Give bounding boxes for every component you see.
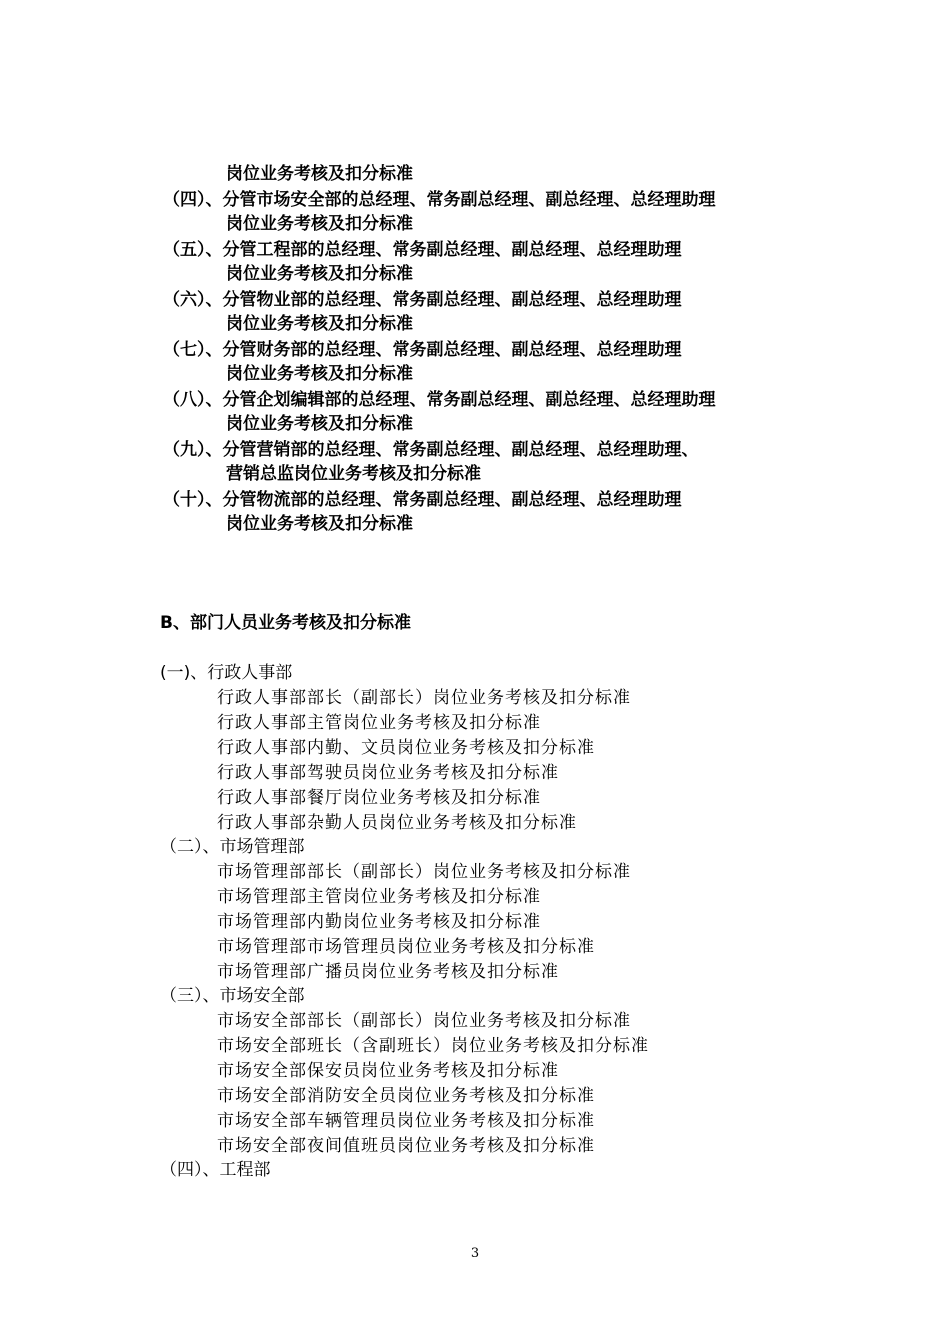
- list-item: 市场管理部市场管理员岗位业务考核及扣分标准: [217, 937, 595, 957]
- section-label: (一)、行政人事部: [160, 663, 293, 683]
- part-a-item-continuation: 营销总监岗位业务考核及扣分标准: [226, 464, 481, 484]
- part-b-title: B、部门人员业务考核及扣分标准: [160, 613, 411, 633]
- part-a-item-label: （十）、分管物流部的总经理、常务副总经理、副总经理、总经理助理: [163, 490, 682, 510]
- list-item: 市场安全部部长（副部长）岗位业务考核及扣分标准: [217, 1011, 631, 1031]
- section-label: （三）、市场安全部: [160, 986, 305, 1006]
- page-number: 3: [470, 1246, 480, 1261]
- part-a-item-continuation: 岗位业务考核及扣分标准: [226, 314, 413, 334]
- list-item: 市场管理部广播员岗位业务考核及扣分标准: [217, 962, 559, 982]
- list-item: 市场管理部主管岗位业务考核及扣分标准: [217, 887, 541, 907]
- list-item: 行政人事部驾驶员岗位业务考核及扣分标准: [217, 763, 559, 783]
- list-item: 市场管理部内勤岗位业务考核及扣分标准: [217, 912, 541, 932]
- part-a-item-label: （七）、分管财务部的总经理、常务副总经理、副总经理、总经理助理: [163, 340, 682, 360]
- part-a-item-label: （八）、分管企划编辑部的总经理、常务副总经理、副总经理、总经理助理: [163, 390, 716, 410]
- part-a-item-continuation: 岗位业务考核及扣分标准: [226, 414, 413, 434]
- part-a-item-continuation: 岗位业务考核及扣分标准: [226, 514, 413, 534]
- section-label: （二）、市场管理部: [160, 837, 305, 857]
- list-item: 市场安全部车辆管理员岗位业务考核及扣分标准: [217, 1111, 595, 1131]
- part-a-item-continuation: 岗位业务考核及扣分标准: [226, 264, 413, 284]
- list-item: 行政人事部杂勤人员岗位业务考核及扣分标准: [217, 813, 577, 833]
- part-a-item-continuation: 岗位业务考核及扣分标准: [226, 364, 413, 384]
- part-a-item-label: （六）、分管物业部的总经理、常务副总经理、副总经理、总经理助理: [163, 290, 682, 310]
- part-a-item-label: （九）、分管营销部的总经理、常务副总经理、副总经理、总经理助理、: [163, 440, 699, 460]
- list-item: 行政人事部主管岗位业务考核及扣分标准: [217, 713, 541, 733]
- list-item: 市场安全部班长（含副班长）岗位业务考核及扣分标准: [217, 1036, 649, 1056]
- part-a-item-label: （五）、分管工程部的总经理、常务副总经理、副总经理、总经理助理: [163, 240, 682, 260]
- list-item: 行政人事部餐厅岗位业务考核及扣分标准: [217, 788, 541, 808]
- part-a-item-continuation: 岗位业务考核及扣分标准: [226, 214, 413, 234]
- section-label: （四）、工程部: [160, 1160, 271, 1180]
- list-item: 行政人事部部长（副部长）岗位业务考核及扣分标准: [217, 688, 631, 708]
- list-item: 市场管理部部长（副部长）岗位业务考核及扣分标准: [217, 862, 631, 882]
- list-item: 行政人事部内勤、文员岗位业务考核及扣分标准: [217, 738, 595, 758]
- list-item: 市场安全部消防安全员岗位业务考核及扣分标准: [217, 1086, 595, 1106]
- list-item: 市场安全部保安员岗位业务考核及扣分标准: [217, 1061, 559, 1081]
- part-a-item-label: （四）、分管市场安全部的总经理、常务副总经理、副总经理、总经理助理: [163, 190, 716, 210]
- list-item: 市场安全部夜间值班员岗位业务考核及扣分标准: [217, 1136, 595, 1156]
- part-a-continuation-line: 岗位业务考核及扣分标准: [226, 164, 413, 184]
